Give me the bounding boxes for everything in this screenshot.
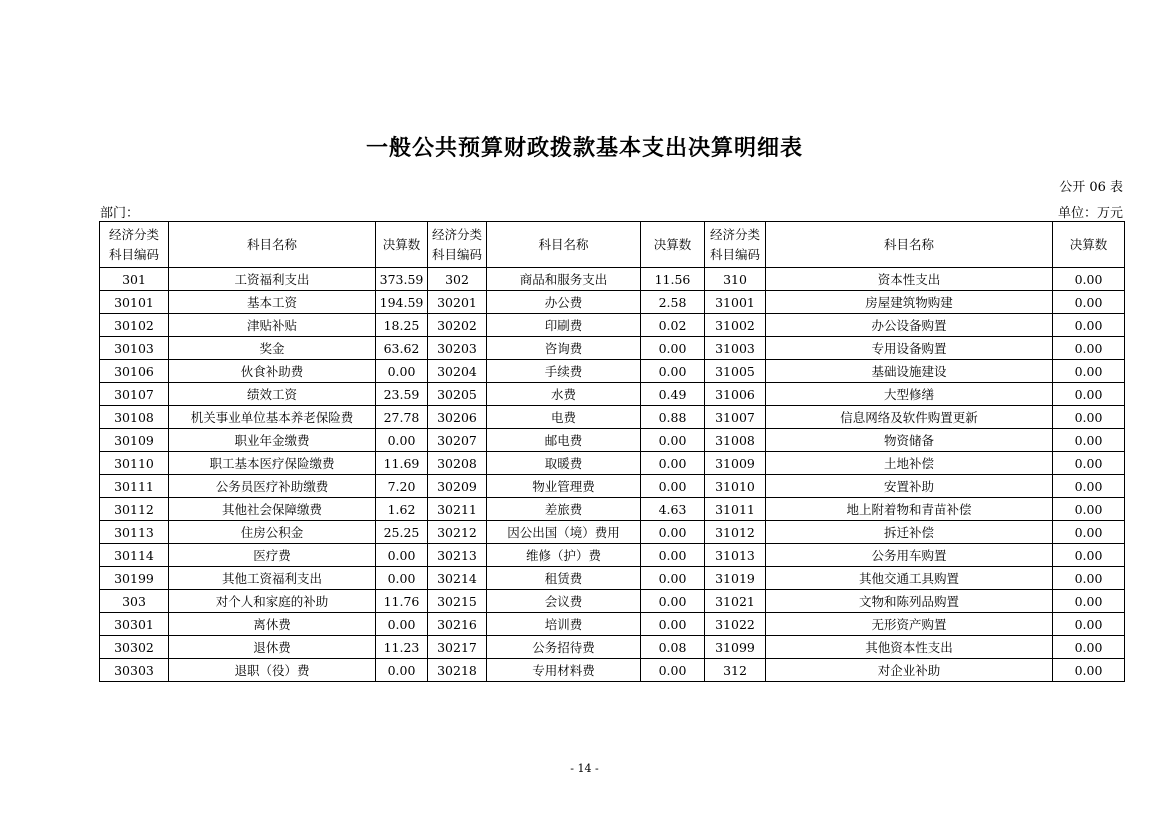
cell-amount-2: 0.49	[641, 383, 705, 406]
cell-code-3: 31021	[705, 590, 766, 613]
cell-code-2: 30211	[428, 498, 487, 521]
cell-name-1: 住房公积金	[169, 521, 376, 544]
table-row	[100, 337, 1125, 360]
cell-name-3: 大型修缮	[766, 383, 1053, 406]
cell-amount-3: 0.00	[1053, 360, 1125, 383]
cell-amount-2: 4.63	[641, 498, 705, 521]
cell-code-1: 30113	[100, 521, 169, 544]
cell-name-3: 地上附着物和青苗补偿	[766, 498, 1053, 521]
cell-name-1: 津贴补贴	[169, 314, 376, 337]
cell-code-1: 30103	[100, 337, 169, 360]
cell-amount-1: 1.62	[376, 498, 428, 521]
expenditure-detail-table	[99, 221, 1125, 682]
cell-amount-1: 0.00	[376, 659, 428, 682]
cell-amount-3: 0.00	[1053, 406, 1125, 429]
cell-code-1: 30109	[100, 429, 169, 452]
table-row	[100, 498, 1125, 521]
cell-amount-2: 2.58	[641, 291, 705, 314]
header-name-1: 科目名称	[169, 222, 376, 268]
cell-amount-3: 0.00	[1053, 452, 1125, 475]
cell-amount-2: 0.00	[641, 475, 705, 498]
cell-name-3: 资本性支出	[766, 268, 1053, 291]
cell-name-3: 公务用车购置	[766, 544, 1053, 567]
header-amount-2: 决算数	[641, 222, 705, 268]
cell-code-2: 30203	[428, 337, 487, 360]
cell-amount-2: 0.00	[641, 659, 705, 682]
cell-code-1: 30114	[100, 544, 169, 567]
cell-amount-2: 0.00	[641, 613, 705, 636]
cell-amount-3: 0.00	[1053, 291, 1125, 314]
cell-code-1: 30110	[100, 452, 169, 475]
header-name-3: 科目名称	[766, 222, 1053, 268]
cell-code-3: 31003	[705, 337, 766, 360]
cell-name-2: 租赁费	[487, 567, 641, 590]
cell-name-1: 伙食补助费	[169, 360, 376, 383]
cell-code-2: 30201	[428, 291, 487, 314]
table-row	[100, 406, 1125, 429]
cell-name-1: 机关事业单位基本养老保险费	[169, 406, 376, 429]
cell-code-1: 30303	[100, 659, 169, 682]
table-row	[100, 636, 1125, 659]
table-row	[100, 268, 1125, 291]
cell-name-3: 基础设施建设	[766, 360, 1053, 383]
cell-amount-3: 0.00	[1053, 590, 1125, 613]
cell-amount-1: 194.59	[376, 291, 428, 314]
cell-amount-1: 11.23	[376, 636, 428, 659]
cell-code-3: 31001	[705, 291, 766, 314]
cell-code-1: 30101	[100, 291, 169, 314]
cell-name-3: 其他资本性支出	[766, 636, 1053, 659]
table-row	[100, 475, 1125, 498]
cell-name-2: 专用材料费	[487, 659, 641, 682]
cell-code-2: 30206	[428, 406, 487, 429]
cell-name-1: 对个人和家庭的补助	[169, 590, 376, 613]
cell-amount-2: 0.00	[641, 337, 705, 360]
cell-code-2: 302	[428, 268, 487, 291]
cell-code-2: 30213	[428, 544, 487, 567]
cell-name-3: 办公设备购置	[766, 314, 1053, 337]
table-row	[100, 544, 1125, 567]
cell-amount-3: 0.00	[1053, 544, 1125, 567]
cell-name-3: 拆迁补偿	[766, 521, 1053, 544]
cell-amount-2: 0.08	[641, 636, 705, 659]
table-row	[100, 659, 1125, 682]
table-row	[100, 452, 1125, 475]
cell-amount-2: 0.00	[641, 360, 705, 383]
cell-amount-2: 0.00	[641, 521, 705, 544]
cell-code-3: 31005	[705, 360, 766, 383]
cell-amount-2: 0.00	[641, 544, 705, 567]
cell-code-1: 303	[100, 590, 169, 613]
cell-amount-1: 63.62	[376, 337, 428, 360]
cell-amount-3: 0.00	[1053, 613, 1125, 636]
cell-name-3: 文物和陈列品购置	[766, 590, 1053, 613]
cell-name-2: 水费	[487, 383, 641, 406]
table-row	[100, 314, 1125, 337]
cell-name-1: 其他社会保障缴费	[169, 498, 376, 521]
cell-code-3: 31099	[705, 636, 766, 659]
cell-code-1: 30108	[100, 406, 169, 429]
cell-code-1: 301	[100, 268, 169, 291]
cell-amount-1: 0.00	[376, 544, 428, 567]
page-title: 一般公共预算财政拨款基本支出决算明细表	[365, 135, 803, 161]
cell-code-2: 30215	[428, 590, 487, 613]
cell-amount-1: 18.25	[376, 314, 428, 337]
cell-code-1: 30302	[100, 636, 169, 659]
cell-name-3: 专用设备购置	[766, 337, 1053, 360]
table-row	[100, 429, 1125, 452]
cell-code-2: 30216	[428, 613, 487, 636]
cell-code-3: 31002	[705, 314, 766, 337]
table-row	[100, 291, 1125, 314]
cell-name-3: 房屋建筑物购建	[766, 291, 1053, 314]
cell-amount-2: 0.02	[641, 314, 705, 337]
cell-amount-1: 7.20	[376, 475, 428, 498]
table-row	[100, 383, 1125, 406]
cell-amount-2: 0.00	[641, 429, 705, 452]
table-row	[100, 590, 1125, 613]
cell-amount-3: 0.00	[1053, 636, 1125, 659]
cell-amount-1: 0.00	[376, 429, 428, 452]
cell-code-3: 31019	[705, 567, 766, 590]
cell-name-3: 无形资产购置	[766, 613, 1053, 636]
cell-code-3: 310	[705, 268, 766, 291]
cell-amount-1: 11.76	[376, 590, 428, 613]
cell-code-1: 30199	[100, 567, 169, 590]
cell-amount-3: 0.00	[1053, 659, 1125, 682]
table-row	[100, 613, 1125, 636]
cell-name-2: 印刷费	[487, 314, 641, 337]
cell-code-3: 31012	[705, 521, 766, 544]
table-row	[100, 360, 1125, 383]
cell-name-2: 物业管理费	[487, 475, 641, 498]
cell-code-2: 30218	[428, 659, 487, 682]
cell-name-3: 对企业补助	[766, 659, 1053, 682]
cell-amount-3: 0.00	[1053, 429, 1125, 452]
cell-name-2: 商品和服务支出	[487, 268, 641, 291]
header-code-3: 经济分类 科目编码	[705, 222, 766, 268]
cell-name-2: 取暖费	[487, 452, 641, 475]
cell-name-1: 其他工资福利支出	[169, 567, 376, 590]
cell-code-3: 31007	[705, 406, 766, 429]
cell-amount-1: 27.78	[376, 406, 428, 429]
table-row	[100, 567, 1125, 590]
cell-code-3: 31013	[705, 544, 766, 567]
table-header-row	[100, 222, 1125, 268]
cell-name-2: 因公出国（境）费用	[487, 521, 641, 544]
cell-code-1: 30106	[100, 360, 169, 383]
cell-code-1: 30102	[100, 314, 169, 337]
table-row	[100, 521, 1125, 544]
cell-amount-1: 11.69	[376, 452, 428, 475]
cell-code-3: 312	[705, 659, 766, 682]
cell-amount-2: 0.00	[641, 567, 705, 590]
cell-name-1: 离休费	[169, 613, 376, 636]
cell-amount-3: 0.00	[1053, 268, 1125, 291]
cell-name-1: 退休费	[169, 636, 376, 659]
cell-name-1: 职业年金缴费	[169, 429, 376, 452]
header-code-2: 经济分类 科目编码	[428, 222, 487, 268]
header-code-1: 经济分类 科目编码	[100, 222, 169, 268]
cell-amount-2: 0.88	[641, 406, 705, 429]
cell-name-2: 维修（护）费	[487, 544, 641, 567]
cell-name-1: 奖金	[169, 337, 376, 360]
cell-code-2: 30209	[428, 475, 487, 498]
cell-name-3: 信息网络及软件购置更新	[766, 406, 1053, 429]
header-amount-3: 决算数	[1053, 222, 1125, 268]
cell-amount-3: 0.00	[1053, 498, 1125, 521]
cell-name-2: 手续费	[487, 360, 641, 383]
cell-code-2: 30204	[428, 360, 487, 383]
cell-amount-1: 0.00	[376, 567, 428, 590]
cell-amount-2: 11.56	[641, 268, 705, 291]
cell-code-1: 30112	[100, 498, 169, 521]
cell-name-2: 邮电费	[487, 429, 641, 452]
cell-amount-2: 0.00	[641, 452, 705, 475]
cell-amount-3: 0.00	[1053, 314, 1125, 337]
cell-name-2: 公务招待费	[487, 636, 641, 659]
department-label: 部门：	[100, 206, 140, 221]
cell-name-1: 医疗费	[169, 544, 376, 567]
cell-name-3: 土地补偿	[766, 452, 1053, 475]
cell-amount-3: 0.00	[1053, 521, 1125, 544]
cell-amount-3: 0.00	[1053, 475, 1125, 498]
cell-code-2: 30208	[428, 452, 487, 475]
cell-code-3: 31009	[705, 452, 766, 475]
cell-amount-1: 23.59	[376, 383, 428, 406]
page-number: - 14 -	[570, 762, 599, 775]
cell-code-3: 31022	[705, 613, 766, 636]
form-number: 公开 06 表	[1059, 180, 1123, 195]
cell-name-3: 安置补助	[766, 475, 1053, 498]
cell-code-2: 30202	[428, 314, 487, 337]
cell-name-1: 职工基本医疗保险缴费	[169, 452, 376, 475]
cell-name-3: 其他交通工具购置	[766, 567, 1053, 590]
header-amount-1: 决算数	[376, 222, 428, 268]
cell-code-2: 30205	[428, 383, 487, 406]
cell-code-2: 30207	[428, 429, 487, 452]
cell-amount-3: 0.00	[1053, 567, 1125, 590]
cell-code-3: 31011	[705, 498, 766, 521]
cell-code-2: 30217	[428, 636, 487, 659]
cell-name-2: 电费	[487, 406, 641, 429]
cell-name-2: 差旅费	[487, 498, 641, 521]
cell-amount-3: 0.00	[1053, 337, 1125, 360]
cell-name-1: 绩效工资	[169, 383, 376, 406]
cell-name-2: 会议费	[487, 590, 641, 613]
cell-amount-1: 0.00	[376, 360, 428, 383]
cell-name-2: 办公费	[487, 291, 641, 314]
cell-code-3: 31006	[705, 383, 766, 406]
cell-code-1: 30107	[100, 383, 169, 406]
cell-amount-3: 0.00	[1053, 383, 1125, 406]
cell-code-1: 30111	[100, 475, 169, 498]
cell-name-1: 基本工资	[169, 291, 376, 314]
cell-code-1: 30301	[100, 613, 169, 636]
cell-name-2: 培训费	[487, 613, 641, 636]
cell-code-2: 30214	[428, 567, 487, 590]
cell-name-1: 退职（役）费	[169, 659, 376, 682]
cell-name-1: 工资福利支出	[169, 268, 376, 291]
cell-code-2: 30212	[428, 521, 487, 544]
cell-amount-2: 0.00	[641, 590, 705, 613]
cell-code-3: 31008	[705, 429, 766, 452]
cell-name-1: 公务员医疗补助缴费	[169, 475, 376, 498]
cell-name-3: 物资储备	[766, 429, 1053, 452]
cell-amount-1: 373.59	[376, 268, 428, 291]
cell-code-3: 31010	[705, 475, 766, 498]
cell-amount-1: 0.00	[376, 613, 428, 636]
unit-label: 单位：万元	[1057, 206, 1123, 221]
header-name-2: 科目名称	[487, 222, 641, 268]
cell-name-2: 咨询费	[487, 337, 641, 360]
cell-amount-1: 25.25	[376, 521, 428, 544]
